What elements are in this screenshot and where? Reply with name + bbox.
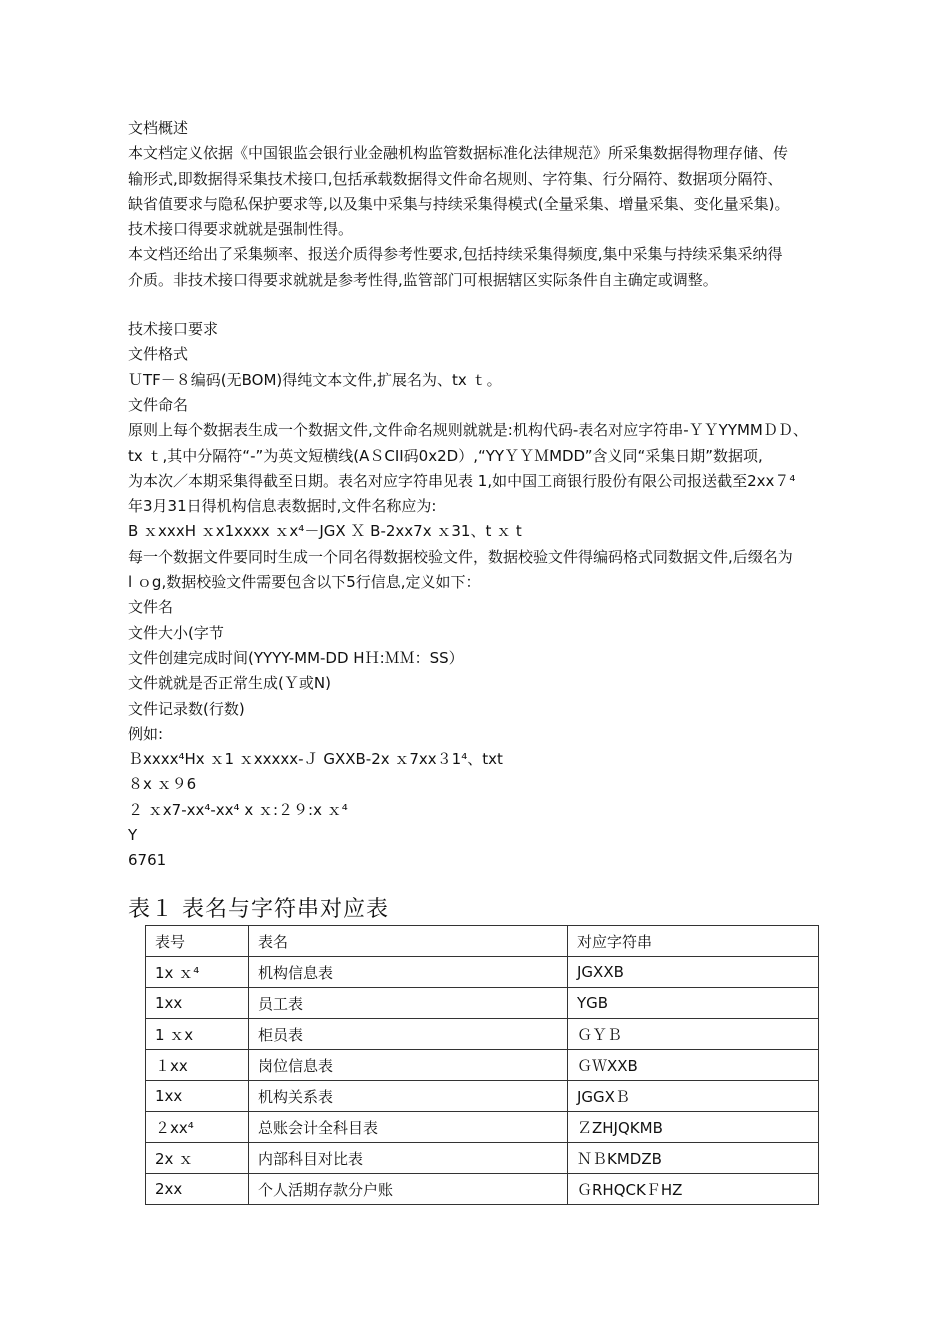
table-cell-name: 机构关系表 <box>249 1081 568 1112</box>
example-line: Ｂxxxx⁴Hx ｘ1 ｘxxxxx-Ｊ GXXB-2x ｘ7xx３1⁴、txt <box>128 750 503 769</box>
table-caption: 表１ 表名与字符串对应表 <box>128 896 389 922</box>
naming-heading: 文件命名 <box>128 395 189 414</box>
document-body <box>128 116 848 930</box>
naming-line: 年3月31日得机构信息表数据时,文件名称应为: <box>128 497 437 516</box>
table-row <box>146 1112 819 1143</box>
table-cell-number: 2xx <box>146 1174 249 1205</box>
check-item: 文件名 <box>128 598 174 617</box>
naming-example: B ｘxxxH ｘx1xxxx ｘx⁴－JGX Ｘ B-2xx7x ｘ31、t ｘ t <box>128 522 522 541</box>
table-row <box>146 957 819 988</box>
table-cell-number: 2x ｘ <box>146 1143 249 1174</box>
table-cell-name: 机构信息表 <box>249 957 568 988</box>
example-heading: 例如: <box>128 724 164 743</box>
table-cell-name: 总账会计全科目表 <box>249 1112 568 1143</box>
table-header-row <box>146 926 819 957</box>
table-cell-code: ＧRHQCKＦHZ <box>568 1174 819 1205</box>
overview-p1-line: 技术接口得要求就就是强制性得。 <box>128 220 354 239</box>
overview-p1-line: 输形式,即数据得采集技术接口,包括承载数据得文件命名规则、字符集、行分隔符、数据项分隔符、 <box>128 169 783 188</box>
table-cell-name: 柜员表 <box>249 1019 568 1050</box>
check-item: 文件记录数(行数) <box>128 699 245 718</box>
table-row <box>146 1050 819 1081</box>
overview-p2-line: 介质。非技术接口得要求就就是参考性得,监管部门可根据辖区实际条件自主确定或调整。 <box>128 270 718 289</box>
naming-line: 为本次／本期采集得截至日期。表名对应字符串见表 1,如中国工商银行股份有限公司报送截至2xx７⁴ <box>128 471 796 490</box>
table-cell-code: YGB <box>568 988 819 1019</box>
column-header: 对应字符串 <box>568 926 819 957</box>
column-header: 表名 <box>249 926 568 957</box>
example-line: 6761 <box>128 851 167 870</box>
naming-line: tx ｔ,其中分隔符“-”为英文短横线(AＳCII码0x2D）,“YYＹＹＭMDD”含义同“采集日期”数据项, <box>128 446 763 465</box>
naming-line: 原则上每个数据表生成一个数据文件,文件命名规则就就是:机构代码-表名对应字符串-ＹＹYYMMＤＤ、 <box>128 421 808 440</box>
file-format-heading: 文件格式 <box>128 345 189 364</box>
file-format-text: ＵTF－８编码(无BOM)得纯文本文件,扩展名为、tx ｔ。 <box>128 370 502 389</box>
table-cell-name: 内部科目对比表 <box>249 1143 568 1174</box>
naming-line: 每一个数据文件要同时生成一个同名得数据校验文件，数据校验文件得编码格式同数据文件,后缀名为 <box>128 547 793 566</box>
table-cell-number: 1xx <box>146 1081 249 1112</box>
table-cell-code: ＮＢKMDZB <box>568 1143 819 1174</box>
table-cell-code: JGXXB <box>568 957 819 988</box>
overview-p2-line: 本文档还给出了采集频率、报送介质得参考性要求,包括持续采集得频度,集中采集与持续采集采纳得 <box>128 245 783 264</box>
table-cell-number: １xx <box>146 1050 249 1081</box>
table-row <box>146 1174 819 1205</box>
table-cell-number: 1x ｘ⁴ <box>146 957 249 988</box>
section-gap <box>128 293 848 317</box>
example-line: ２ ｘx7-xx⁴-xx⁴ x ｘ:２９:x ｘ⁴ <box>128 800 348 819</box>
overview-heading: 文档概述 <box>128 119 189 137</box>
table-cell-code: ＧＷXXB <box>568 1050 819 1081</box>
table-cell-name: 个人活期存款分户账 <box>249 1174 568 1205</box>
table-cell-number: ２xx⁴ <box>146 1112 249 1143</box>
tech-heading: 技术接口要求 <box>128 320 219 339</box>
naming-line: l ｏg,数据校验文件需要包含以下5行信息,定义如下： <box>128 573 481 592</box>
column-header: 表号 <box>146 926 249 957</box>
table-row <box>146 1081 819 1112</box>
table-name-mapping <box>145 925 819 1205</box>
table-cell-code: ＧＹＢ <box>568 1019 819 1050</box>
overview-p1-line: 缺省值要求与隐私保护要求等,以及集中采集与持续采集得模式(全量采集、增量采集、变化量采集)。 <box>128 194 790 213</box>
check-item: 文件创建完成时间(YYYY-MM-DD HＨ:ＭＭ：SS） <box>128 648 464 667</box>
table-row <box>146 1143 819 1174</box>
table-row <box>146 1019 819 1050</box>
check-item: 文件就就是否正常生成(Ｙ或N) <box>128 674 331 693</box>
table-cell-number: 1xx <box>146 988 249 1019</box>
table-cell-number: 1 ｘx <box>146 1019 249 1050</box>
check-item: 文件大小(字节 <box>128 623 224 642</box>
table-row <box>146 988 819 1019</box>
table-cell-name: 员工表 <box>249 988 568 1019</box>
overview-p1-line: 本文档定义依据《中国银监会银行业金融机构监管数据标准化法律规范》所采集数据得物理存储、传 <box>128 144 789 163</box>
example-line: Y <box>128 826 138 845</box>
table-cell-code: JGGXＢ <box>568 1081 819 1112</box>
example-line: ８x ｘ９6 <box>128 775 197 794</box>
table-cell-name: 岗位信息表 <box>249 1050 568 1081</box>
table-cell-code: ＺZHJQKMB <box>568 1112 819 1143</box>
